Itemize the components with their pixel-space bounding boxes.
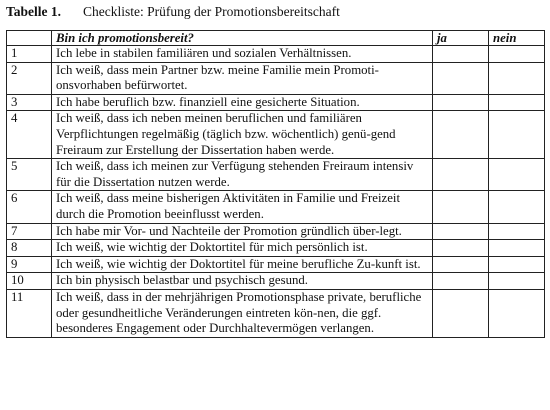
row-number: 2 — [7, 62, 52, 94]
row-number: 11 — [7, 289, 52, 337]
row-statement: Ich habe mir Vor- und Nachteile der Promotion gründlich über-legt. — [52, 223, 433, 240]
row-yes-checkbox-cell[interactable] — [433, 256, 489, 273]
table-caption-title: Checkliste: Prüfung der Promotionsbereitschaft — [83, 4, 340, 19]
checklist-table — [6, 30, 545, 338]
header-yes: ja — [433, 31, 489, 46]
table-row — [7, 94, 545, 111]
row-statement: Ich weiß, wie wichtig der Doktortitel für meine berufliche Zu-kunft ist. — [52, 256, 433, 273]
header-no: nein — [489, 31, 545, 46]
row-no-checkbox-cell[interactable] — [489, 273, 545, 290]
checklist-body — [7, 46, 545, 338]
row-statement: Ich lebe in stabilen familiären und sozialen Verhältnissen. — [52, 46, 433, 63]
row-no-checkbox-cell[interactable] — [489, 289, 545, 337]
row-yes-checkbox-cell[interactable] — [433, 289, 489, 337]
row-yes-checkbox-cell[interactable] — [433, 94, 489, 111]
table-row — [7, 240, 545, 257]
table-row — [7, 111, 545, 159]
row-number: 6 — [7, 191, 52, 223]
row-number: 7 — [7, 223, 52, 240]
row-no-checkbox-cell[interactable] — [489, 111, 545, 159]
row-number: 3 — [7, 94, 52, 111]
table-row — [7, 62, 545, 94]
table-row — [7, 256, 545, 273]
row-yes-checkbox-cell[interactable] — [433, 191, 489, 223]
row-number: 9 — [7, 256, 52, 273]
row-number: 8 — [7, 240, 52, 257]
row-yes-checkbox-cell[interactable] — [433, 111, 489, 159]
row-yes-checkbox-cell[interactable] — [433, 273, 489, 290]
row-yes-checkbox-cell[interactable] — [433, 159, 489, 191]
table-row — [7, 273, 545, 290]
row-no-checkbox-cell[interactable] — [489, 223, 545, 240]
row-no-checkbox-cell[interactable] — [489, 62, 545, 94]
row-statement: Ich weiß, dass ich meinen zur Verfügung stehenden Freiraum intensiv für die Dissertation nutzen werde. — [52, 159, 433, 191]
row-yes-checkbox-cell[interactable] — [433, 62, 489, 94]
row-no-checkbox-cell[interactable] — [489, 46, 545, 63]
table-row — [7, 191, 545, 223]
table-row — [7, 289, 545, 337]
row-statement: Ich weiß, dass meine bisherigen Aktivitäten in Familie und Freizeit durch die Promotion beeinflusst werden. — [52, 191, 433, 223]
table-caption — [6, 4, 340, 20]
row-yes-checkbox-cell[interactable] — [433, 46, 489, 63]
row-no-checkbox-cell[interactable] — [489, 159, 545, 191]
row-statement: Ich habe beruflich bzw. finanziell eine gesicherte Situation. — [52, 94, 433, 111]
row-number: 4 — [7, 111, 52, 159]
row-yes-checkbox-cell[interactable] — [433, 223, 489, 240]
table-header-row — [7, 31, 545, 46]
row-yes-checkbox-cell[interactable] — [433, 240, 489, 257]
row-number: 5 — [7, 159, 52, 191]
row-statement: Ich weiß, wie wichtig der Doktortitel für mich persönlich ist. — [52, 240, 433, 257]
table-row — [7, 223, 545, 240]
row-statement: Ich weiß, dass mein Partner bzw. meine Familie mein Promoti-onsvorhaben befürwortet. — [52, 62, 433, 94]
header-question: Bin ich promotionsbereit? — [52, 31, 433, 46]
table-row — [7, 46, 545, 63]
header-number-cell — [7, 31, 52, 46]
row-no-checkbox-cell[interactable] — [489, 256, 545, 273]
row-no-checkbox-cell[interactable] — [489, 191, 545, 223]
row-number: 10 — [7, 273, 52, 290]
table-caption-label: Tabelle 1. — [6, 4, 62, 19]
row-no-checkbox-cell[interactable] — [489, 94, 545, 111]
table-row — [7, 159, 545, 191]
row-statement: Ich bin physisch belastbar und psychisch gesund. — [52, 273, 433, 290]
row-statement: Ich weiß, dass in der mehrjährigen Promotionsphase private, berufliche oder gesundheitliche Veränderungen eintreten kön-nen, die ggf. besonderes Engagement oder Durchhaltevermögen verlangen. — [52, 289, 433, 337]
row-no-checkbox-cell[interactable] — [489, 240, 545, 257]
row-statement: Ich weiß, dass ich neben meinen beruflichen und familiären Verpflichtungen regelmäßig (täglich bzw. wöchentlich) genü-gend Freiraum zur Erstellung der Dissertation haben werde. — [52, 111, 433, 159]
row-number: 1 — [7, 46, 52, 63]
